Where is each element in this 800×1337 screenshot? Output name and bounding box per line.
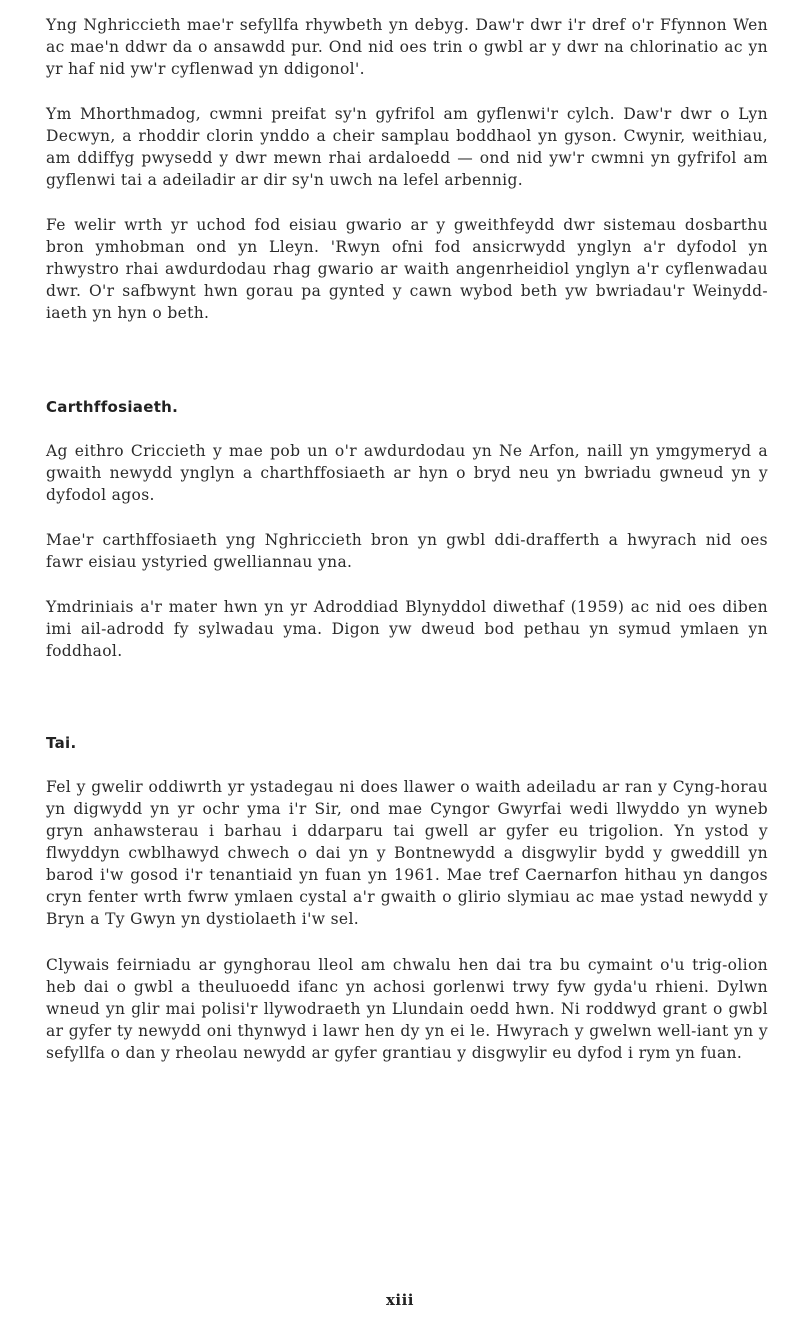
housing-statistics-paragraph: Fel y gwelir oddiwrth yr ystadegau ni does llawer o waith adeiladu ar ran y Cyng-horau yn digwydd yn yr ochr yma i'r Sir, ond mae Cyngor Gwyrfai wedi llwyddo yn wyneb gryn anhawsterau i barhau i ddarparu tai gwell ar gyfer eu trigolion. Yn ystod y flwyddyn cwblhawyd chwech o dai yn y Bontnewydd a disgwylir bydd y gweddill yn barod i'w gosod i'r tenantiaid yn fuan yn 1961. Mae tref Caernarfon hithau yn dangos cryn fenter wrth fwrw ymlaen cystal a'r gwaith o glirio slymiau ac mae ystad newydd y Bryn a Ty Gwyn yn dystiolaeth i'w sel. bbox=[46, 778, 768, 928]
housing-policy-paragraph: Clywais feirniadu ar gynghorau lleol am chwalu hen dai tra bu cymaint o'u trig-olion heb dai o gwbl a theuluoedd ifanc yn achosi gorlenwi trwy fyw gyda'u rhieni. Dylwn wneud yn glir mai polisi'r llywodraeth yn Llundain oedd hwn. Ni roddwyd grant o gwbl ar gyfer ty newydd oni thynwyd i lawr hen dy yn ei le. Hwyrach y gwelwn well-iant yn y sefyllfa o dan y rheolau newydd ar gyfer grantiau y disgwylir eu dyfod i rym yn fuan. bbox=[46, 956, 768, 1062]
sewerage-authorities-paragraph: Ag eithro Criccieth y mae pob un o'r awdurdodau yn Ne Arfon, naill yn ymgymeryd a gwaith newydd ynglyn a charthffosiaeth ar hyn o bryd neu yn bwriadu gwneud yn y dyfodol agos. bbox=[46, 442, 768, 504]
sewerage-criccieth-paragraph: Mae'r carthffosiaeth yng Nghriccieth bron yn gwbl ddi-drafferth a hwyrach nid oes fawr eisiau ystyried gwelliannau yna. bbox=[46, 531, 768, 571]
page-number: xiii bbox=[385, 1291, 415, 1309]
water-spending-paragraph: Fe welir wrth yr uchod fod eisiau gwario ar y gweithfeydd dwr sistemau dosbarthu bron ymhobman ond yn Lleyn. 'Rwyn ofni fod ansicrwydd ynglyn a'r dyfodol yn rhwystro rhai awdurdodau rhag gwario ar waith angenrheidiol ynglyn a'r cyflenwadau dwr. O'r safbwynt hwn gorau pa gynted y cawn wybod beth yw bwriadau'r Weinydd-iaeth yn hyn o beth. bbox=[46, 216, 768, 322]
document-page bbox=[46, 14, 768, 1064]
water-supply-criccieth-paragraph: Yng Nghriccieth mae'r sefyllfa rhywbeth yn debyg. Daw'r dwr i'r dref o'r Ffynnon Wen ac mae'n ddwr da o ansawdd pur. Ond nid oes trin o gwbl ar y dwr na chlorinatio ac yn yr haf nid yw'r cyflenwad yn ddigonol'. bbox=[46, 16, 768, 78]
water-supply-porthmadog-paragraph: Ym Mhorthmadog, cwmni preifat sy'n gyfrifol am gyflenwi'r cylch. Daw'r dwr o Lyn Decwyn, a rhoddir clorin ynddo a cheir samplau boddhaol yn gyson. Cwynir, weithiau, am ddiffyg pwysedd y dwr mewn rhai ardaloedd — ond nid yw'r cwmni yn gyfrifol am gyflenwi tai a adeiladir ar dir sy'n uwch na lefel arbennig. bbox=[46, 105, 768, 189]
sewerage-annual-report-paragraph: Ymdriniais a'r mater hwn yn yr Adroddiad Blynyddol diwethaf (1959) ac nid oes diben imi ail-adrodd fy sylwadau yma. Digon yw dweud bod pethau yn symud ymlaen yn foddhaol. bbox=[46, 598, 768, 660]
housing-heading: Tai. bbox=[46, 734, 77, 752]
sewerage-heading: Carthffosiaeth. bbox=[46, 398, 179, 416]
